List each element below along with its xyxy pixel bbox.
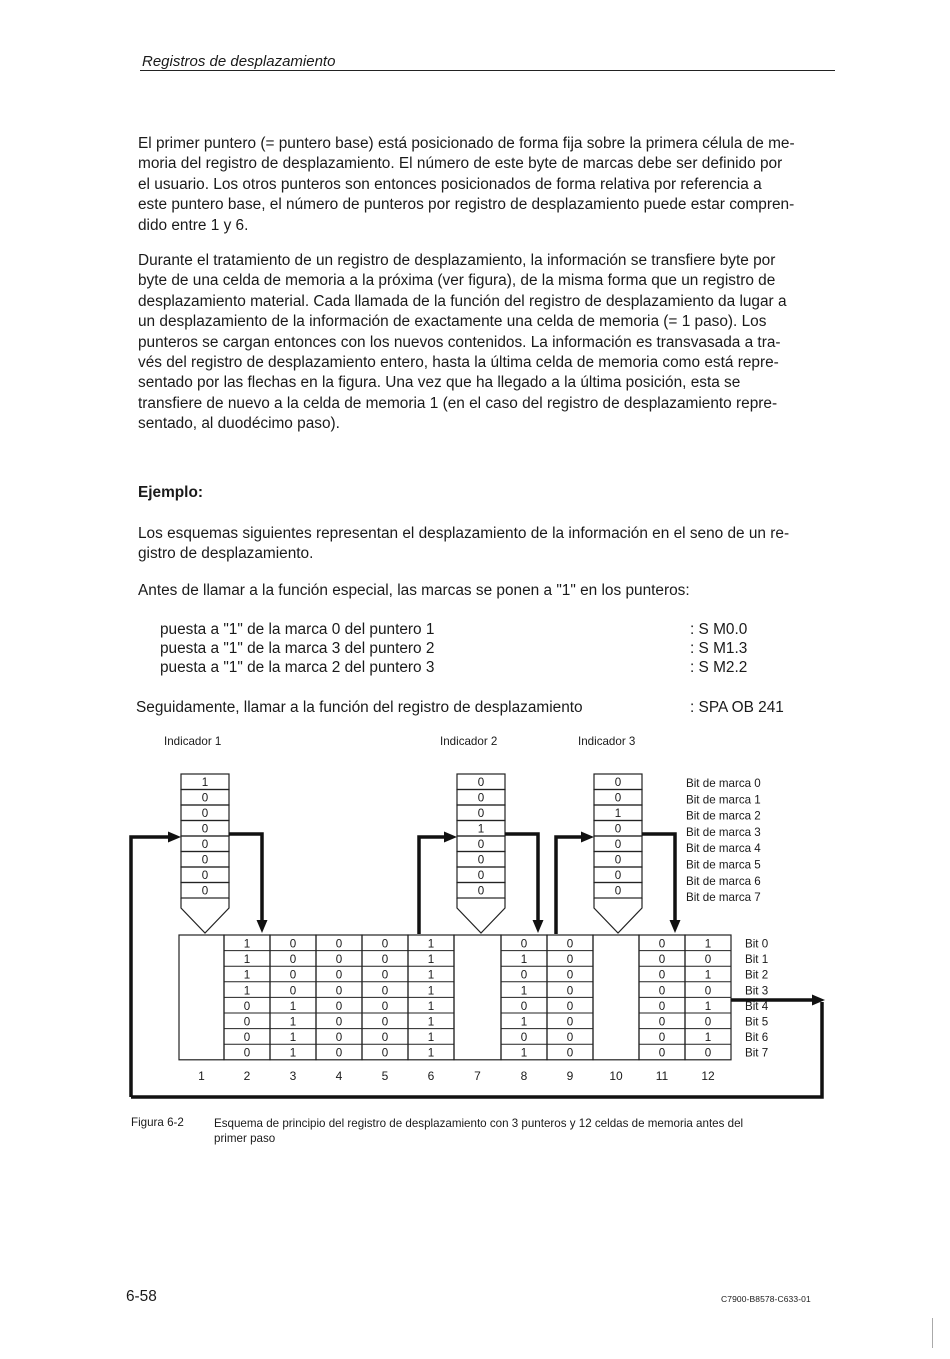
pointer-bit-value: 0 (201, 884, 209, 898)
memory-bit-value: 0 (658, 1015, 666, 1029)
memory-cell-number: 7 (474, 1069, 481, 1083)
pointer-bit-value: 0 (614, 822, 622, 836)
text-line: Durante el tratamiento de un registro de desplazamiento, la información se transfiere byte por (138, 252, 776, 269)
text-line: gistro de desplazamiento. (138, 545, 314, 563)
paragraph-3 (138, 524, 833, 565)
memory-cell (454, 935, 501, 1060)
memory-bit-value: 1 (520, 1046, 528, 1060)
text-line: un desplazamiento de la información de exactamente una celda de memoria (= 1 paso). Los (138, 313, 767, 331)
pointer-2-input-arrow (419, 837, 444, 934)
pointer-bit-value: 0 (201, 853, 209, 867)
pointer-bit-value: 0 (477, 838, 485, 851)
pointer-bit-value: 0 (201, 869, 209, 882)
marker-bit-label: Bit de marca 7 (686, 891, 761, 905)
pointer-bit-value: 0 (614, 791, 622, 805)
memory-bit-value: 1 (289, 1046, 297, 1060)
memory-bit-value: 0 (566, 937, 574, 951)
memory-bit-value: 1 (243, 937, 251, 951)
command-code-2: : S M1.3 (690, 640, 748, 657)
memory-cell-number: 8 (520, 1069, 528, 1083)
text-line: este puntero base, el número de punteros por registro de desplazamiento puede estar compren- (138, 196, 795, 214)
memory-bit-value: 0 (566, 968, 574, 982)
memory-bit-value: 0 (566, 1031, 574, 1045)
memory-bit-value: 1 (427, 953, 435, 967)
text-line: El primer puntero (= puntero base) está posicionado de forma fija sobre la primera célula de me- (138, 135, 795, 152)
memory-bit-value: 0 (289, 937, 297, 951)
arrow-head (168, 832, 181, 843)
text-line: moria del registro de desplazamiento. El número de este byte de marcas debe ser definido por (138, 155, 783, 173)
pointer-label: Indicador 1 (164, 735, 222, 748)
memory-bit-value: 1 (704, 968, 712, 982)
register-bit-label: Bit 2 (745, 968, 769, 982)
memory-bit-value: 1 (289, 1015, 297, 1029)
paragraph-4 (138, 581, 833, 601)
memory-bit-value: 0 (289, 968, 297, 982)
command-code-3: : S M2.2 (690, 659, 748, 676)
memory-bit-value: 0 (658, 968, 666, 982)
memory-bit-value: 0 (520, 937, 528, 951)
text-line: el usuario. Los otros punteros son entonces posicionados de forma relativa por referencia a (138, 175, 762, 193)
memory-bit-value: 1 (289, 1031, 297, 1045)
memory-bit-value: 1 (427, 937, 435, 951)
memory-bit-value: 0 (243, 1046, 251, 1060)
return-loop-line (131, 837, 168, 1097)
text-line: transfiere de nuevo a la celda de memoria 1 (en el caso del registro de desplazamiento repre- (138, 394, 778, 412)
memory-cell-number: 3 (289, 1069, 297, 1083)
text-line: dido entre 1 y 6. (138, 216, 249, 234)
memory-bit-value: 0 (243, 999, 251, 1013)
command-text-1: puesta a "1" de la marca 0 del puntero 1 (160, 621, 435, 638)
memory-bit-value: 1 (427, 1015, 435, 1029)
memory-bit-value: 0 (381, 968, 389, 982)
memory-bit-value: 0 (381, 937, 389, 951)
memory-bit-value: 0 (335, 968, 343, 982)
arrow-head (533, 920, 544, 933)
memory-bit-value: 0 (704, 1046, 712, 1060)
pointer-3-arrow (642, 834, 675, 920)
marker-bit-label: Bit de marca 0 (686, 777, 761, 790)
pointer-funnel (457, 898, 505, 933)
memory-cell-number: 10 (609, 1069, 623, 1083)
memory-cell-number: 12 (701, 1069, 715, 1083)
memory-cell-number: 11 (655, 1069, 669, 1083)
memory-bit-value: 0 (381, 1015, 389, 1029)
page-header (140, 52, 835, 71)
pointer-bit-value: 0 (201, 791, 209, 805)
register-bit-label: Bit 0 (745, 937, 769, 951)
pointer-bit-value: 0 (201, 822, 209, 836)
memory-bit-value: 0 (704, 953, 712, 967)
memory-bit-value: 0 (381, 1046, 389, 1060)
memory-bit-value: 0 (381, 999, 389, 1013)
pointer-bit-value: 1 (614, 807, 622, 820)
pointer-bit-value: 0 (614, 884, 622, 898)
memory-bit-value: 0 (566, 953, 574, 967)
memory-cell (593, 935, 639, 1060)
pointer-3-input-arrow (556, 837, 581, 934)
page-number: 6-58 (126, 1288, 157, 1305)
memory-bit-value: 0 (566, 1015, 574, 1029)
memory-bit-value: 0 (520, 1031, 528, 1045)
memory-bit-value: 1 (704, 937, 712, 951)
memory-bit-value: 0 (381, 984, 389, 998)
arrow-head (444, 832, 457, 843)
memory-bit-value: 0 (289, 984, 297, 998)
pointer-bit-value: 0 (614, 838, 622, 851)
pointer-label: Indicador 3 (578, 735, 636, 748)
memory-bit-value: 1 (243, 953, 251, 967)
memory-bit-value: 0 (335, 1046, 343, 1060)
memory-bit-value: 0 (381, 1031, 389, 1045)
pointer-bit-value: 0 (477, 884, 485, 898)
memory-bit-value: 0 (289, 953, 297, 967)
header-title: Registros de desplazamiento (142, 53, 336, 70)
memory-bit-value: 0 (335, 984, 343, 998)
memory-bit-value: 0 (520, 968, 528, 982)
memory-bit-value: 0 (335, 953, 343, 967)
text-line: Los esquemas siguientes representan el desplazamiento de la información en el seno de un re- (138, 525, 790, 542)
pointer-bit-value: 0 (201, 838, 209, 851)
memory-bit-value: 1 (243, 968, 251, 982)
example-heading: Ejemplo: (138, 484, 203, 501)
memory-bit-value: 1 (520, 953, 528, 967)
pointer-bit-value: 0 (477, 869, 485, 882)
marker-bit-label: Bit de marca 3 (686, 825, 761, 839)
pointer-bit-value: 0 (614, 869, 622, 882)
figure-caption (214, 1116, 824, 1146)
memory-bit-value: 1 (427, 999, 435, 1013)
text-line: byte de una celda de memoria a la próxima (ver figura), de la misma forma que un registro de (138, 272, 776, 290)
memory-bit-value: 0 (566, 984, 574, 998)
document-code: C7900-B8578-C633-01 (721, 1294, 811, 1304)
command-code-1: : S M0.0 (690, 621, 748, 638)
memory-bit-value: 1 (427, 1031, 435, 1045)
caption-line: Esquema de principio del registro de desplazamiento con 3 punteros y 12 celdas de memoria antes del (214, 1117, 744, 1130)
pointer-bit-value: 0 (201, 807, 209, 820)
memory-cell (179, 935, 224, 1060)
margin-line (932, 1318, 933, 1348)
memory-bit-value: 0 (704, 1015, 712, 1029)
memory-bit-value: 0 (243, 1015, 251, 1029)
memory-cell-number: 4 (335, 1069, 343, 1083)
memory-bit-value: 0 (335, 999, 343, 1013)
text-line: desplazamiento material. Cada llamada de la función del registro de desplazamiento da lugar a (138, 292, 787, 310)
memory-bit-value: 0 (335, 1015, 343, 1029)
memory-bit-value: 0 (704, 984, 712, 998)
memory-bit-value: 0 (335, 1031, 343, 1045)
text-line: punteros se cargan entonces con los nuevos contenidos. La información es transvasada a tra- (138, 333, 781, 351)
register-bit-label: Bit 3 (745, 984, 769, 998)
pointer-bit-value: 0 (477, 791, 485, 805)
pointer-bit-value: 0 (614, 853, 622, 867)
text-line: sentado, al duodécimo paso). (138, 415, 340, 433)
command-text-3: puesta a "1" de la marca 2 del puntero 3 (160, 659, 435, 676)
memory-bit-value: 0 (658, 953, 666, 967)
memory-bit-value: 0 (566, 1046, 574, 1060)
paragraph-2 (138, 251, 833, 435)
memory-bit-value: 0 (566, 999, 574, 1013)
marker-bit-label: Bit de marca 6 (686, 874, 761, 888)
memory-bit-value: 1 (704, 1031, 712, 1045)
memory-bit-value: 1 (427, 968, 435, 982)
marker-bit-label: Bit de marca 4 (686, 842, 761, 856)
shift-register-diagram (0, 725, 950, 1110)
pointer-funnel (181, 898, 229, 933)
memory-bit-value: 1 (243, 984, 251, 998)
memory-bit-value: 1 (704, 999, 712, 1013)
register-bit-label: Bit 1 (745, 953, 769, 967)
pointer-bit-value: 1 (477, 822, 485, 836)
memory-bit-value: 0 (658, 1046, 666, 1060)
pointer-bit-value: 0 (477, 807, 485, 820)
arrow-head (257, 920, 268, 933)
memory-cell-number: 5 (381, 1069, 389, 1083)
memory-cell-number: 1 (198, 1069, 205, 1083)
marker-bit-label: Bit de marca 5 (686, 858, 761, 872)
memory-cell-number: 6 (427, 1069, 435, 1083)
memory-bit-value: 0 (381, 953, 389, 967)
register-bit-label: Bit 4 (745, 999, 769, 1013)
memory-bit-value: 0 (658, 999, 666, 1013)
memory-bit-value: 1 (520, 984, 528, 998)
memory-cell-number: 2 (243, 1069, 251, 1083)
text-line: vés del registro de desplazamiento entero, hasta la última celda de memoria como está repre- (138, 354, 779, 372)
pointer-bit-value: 0 (477, 776, 485, 789)
memory-bit-value: 0 (335, 937, 343, 951)
register-bit-label: Bit 6 (745, 1031, 769, 1045)
pointer-bit-value: 1 (201, 776, 209, 789)
pointer-bit-value: 0 (477, 853, 485, 867)
arrow-head (581, 832, 594, 843)
memory-bit-value: 0 (243, 1031, 251, 1045)
call-code: : SPA OB 241 (690, 699, 784, 716)
text-line: sentado por las flechas en la figura. Una vez que ha llegado a la última posición, esta se (138, 374, 741, 392)
register-bit-label: Bit 7 (745, 1046, 769, 1060)
command-text-2: puesta a "1" de la marca 3 del puntero 2 (160, 640, 435, 657)
caption-line: primer paso (214, 1132, 276, 1145)
pointer-2-arrow (505, 834, 538, 920)
call-text: Seguidamente, llamar a la función del registro de desplazamiento (136, 699, 583, 716)
arrow-head (670, 920, 681, 933)
memory-bit-value: 1 (427, 1046, 435, 1060)
pointer-label: Indicador 2 (440, 735, 498, 748)
memory-bit-value: 1 (427, 984, 435, 998)
memory-bit-value: 0 (658, 937, 666, 951)
marker-bit-label: Bit de marca 1 (686, 793, 761, 807)
memory-bit-value: 1 (289, 999, 297, 1013)
memory-bit-value: 0 (658, 984, 666, 998)
register-bit-label: Bit 5 (745, 1015, 769, 1029)
pointer-funnel (594, 898, 642, 933)
figure-caption-label: Figura 6-2 (131, 1116, 184, 1129)
memory-bit-value: 0 (658, 1031, 666, 1045)
memory-bit-value: 1 (520, 1015, 528, 1029)
marker-bit-label: Bit de marca 2 (686, 809, 761, 823)
pointer-1-arrow (229, 834, 262, 920)
text-line: Antes de llamar a la función especial, las marcas se ponen a "1" en los punteros: (138, 582, 690, 599)
memory-cell-number: 9 (566, 1069, 574, 1083)
memory-bit-value: 0 (520, 999, 528, 1013)
paragraph-1 (138, 134, 833, 236)
pointer-bit-value: 0 (614, 776, 622, 789)
